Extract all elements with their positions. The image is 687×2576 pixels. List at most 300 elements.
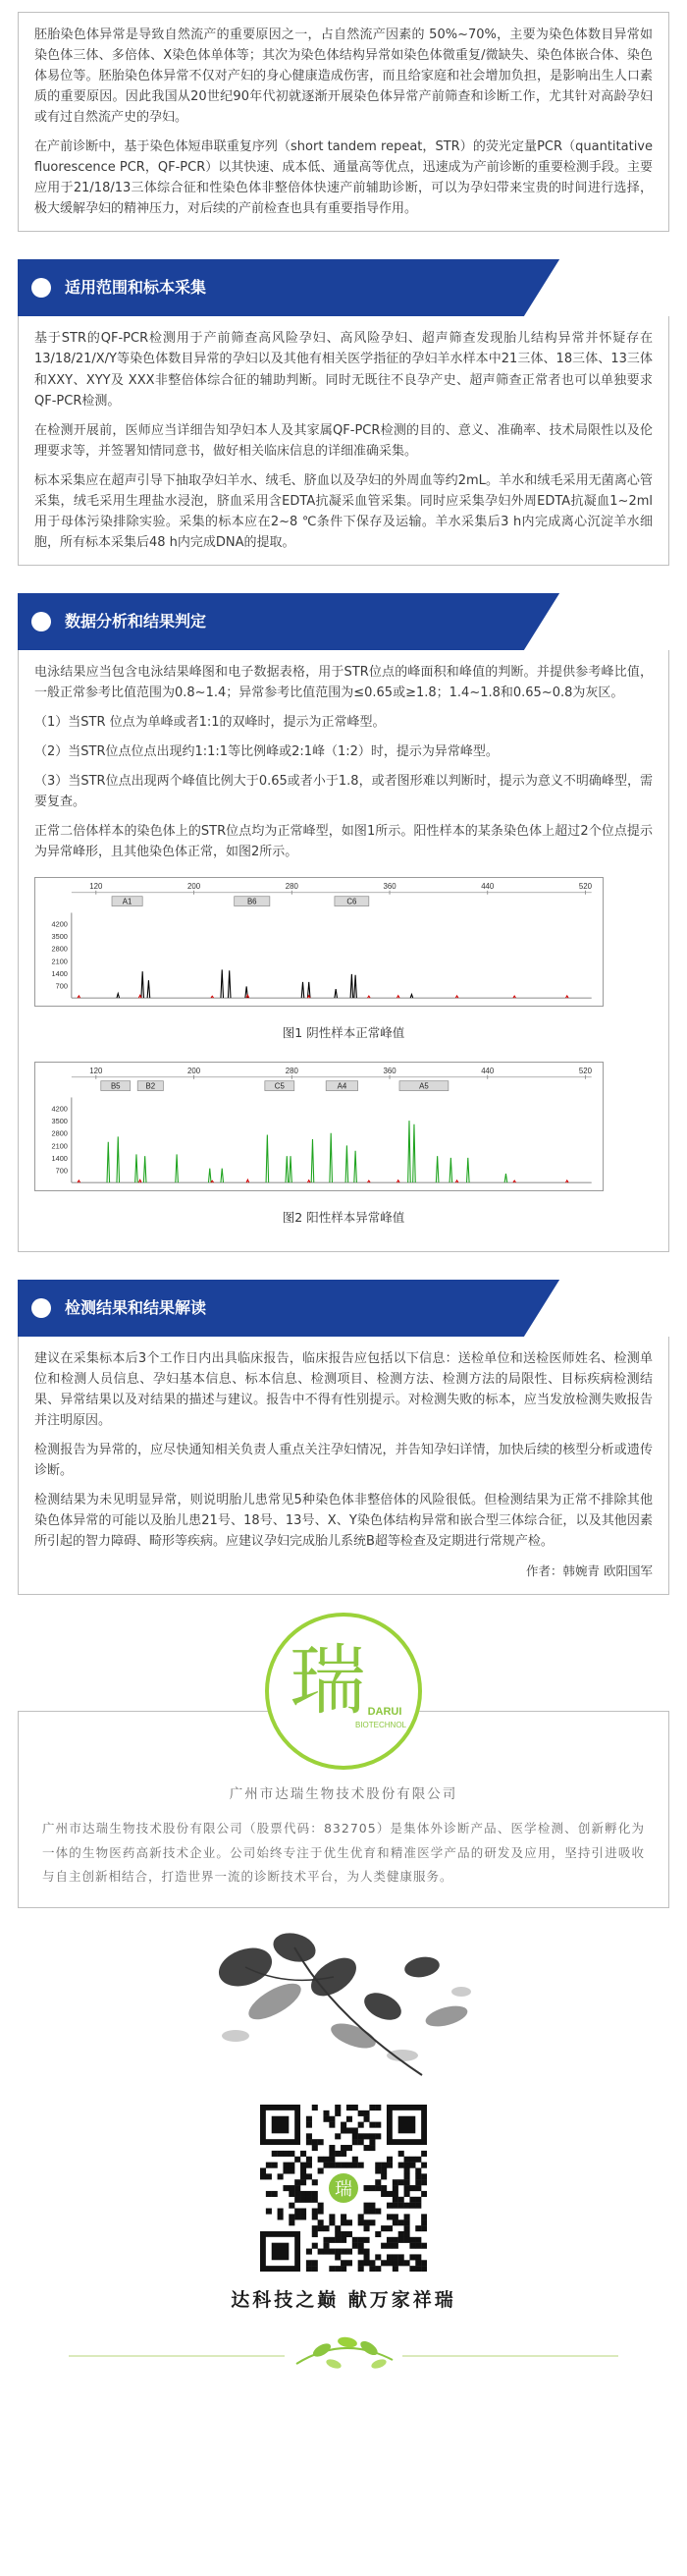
ink-painting-decoration bbox=[0, 1908, 687, 2105]
qr-module bbox=[294, 2156, 300, 2162]
qr-module bbox=[421, 2150, 427, 2156]
qr-code[interactable] bbox=[260, 2105, 427, 2272]
figure-caption: 图1 阴性样本正常峰值 bbox=[282, 1025, 405, 1041]
y-tick-label: 1400 bbox=[51, 969, 68, 979]
peak bbox=[246, 1179, 249, 1182]
bin-label: A4 bbox=[337, 1081, 347, 1091]
qr-module bbox=[272, 2190, 278, 2196]
section-paragraph: 基于STR的QF-PCR检测用于产前筛查高风险孕妇、高风险孕妇、超声筛查发现胎儿结构异常并怀疑存在13/18/21/X/Y等染色体数目异常的孕妇以及其他有相关医学指征的孕妇羊水样本中21三体、18三体、13三体和XXY、XYY及 XXX非整倍体综合征的辅助判断。同时无既往不良孕产史、超声筛查正常者也可以单独要求QF-PCR检测。 bbox=[34, 331, 653, 409]
x-tick-label: 520 bbox=[578, 1066, 593, 1075]
qr-module bbox=[329, 2145, 335, 2151]
bin-label: B5 bbox=[110, 1081, 121, 1091]
qr-module bbox=[409, 2254, 415, 2260]
qr-module bbox=[404, 2167, 410, 2173]
qr-module bbox=[346, 2220, 352, 2225]
bin-label: C5 bbox=[274, 1081, 285, 1091]
qr-module bbox=[306, 2139, 312, 2145]
qr-module bbox=[421, 2266, 427, 2272]
qr-module bbox=[306, 2156, 312, 2162]
qr-module bbox=[294, 2196, 300, 2202]
qr-module bbox=[358, 2248, 364, 2254]
x-tick-label: 120 bbox=[89, 1066, 103, 1075]
logo-text-darui: DARUI bbox=[367, 1705, 402, 1718]
qr-module bbox=[404, 2202, 410, 2208]
qr-module bbox=[375, 2121, 381, 2127]
qr-module bbox=[352, 2162, 358, 2167]
qr-module bbox=[329, 2156, 335, 2162]
peak bbox=[413, 1124, 416, 1181]
qr-module bbox=[335, 2110, 341, 2115]
y-tick-label: 3500 bbox=[51, 1116, 68, 1125]
qr-module bbox=[294, 2190, 300, 2196]
qr-module bbox=[404, 2173, 410, 2179]
qr-module bbox=[398, 2196, 404, 2202]
bin-label: A5 bbox=[419, 1081, 429, 1091]
qr-module bbox=[398, 2220, 404, 2225]
qr-module bbox=[294, 2208, 300, 2214]
qr-module bbox=[318, 2248, 324, 2254]
qr-module bbox=[312, 2266, 318, 2272]
qr-module bbox=[369, 2220, 375, 2225]
qr-module bbox=[415, 2156, 421, 2162]
qr-module bbox=[329, 2150, 335, 2156]
ink-flower-icon bbox=[0, 1908, 687, 2105]
peak bbox=[354, 1150, 357, 1181]
qr-module bbox=[409, 2185, 415, 2191]
qr-module bbox=[409, 2266, 415, 2272]
qr-finder-core bbox=[272, 2115, 290, 2133]
qr-module bbox=[306, 2162, 312, 2167]
qr-module bbox=[329, 2248, 335, 2254]
section-paragraph: 在检测开展前，医师应当详细告知孕妇本人及其家属QF-PCR检测的目的、意义、准确率、技术局限性以及伦理要求等，并签署知情同意书，做好相关临床信息的详细准确采集。 bbox=[34, 422, 653, 459]
qr-module bbox=[341, 2214, 346, 2220]
qr-module bbox=[306, 2196, 312, 2202]
qr-module bbox=[335, 2266, 341, 2272]
qr-module bbox=[278, 2208, 284, 2214]
qr-module bbox=[300, 2162, 306, 2167]
qr-module bbox=[358, 2220, 364, 2225]
qr-module bbox=[375, 2254, 381, 2260]
qr-module bbox=[294, 2179, 300, 2185]
company-name: 广州市达瑞生物技术股份有限公司 bbox=[229, 1785, 458, 1802]
x-tick-label: 360 bbox=[383, 882, 396, 892]
peak bbox=[467, 1158, 470, 1182]
y-tick-label: 2100 bbox=[51, 1140, 68, 1150]
qr-module bbox=[369, 2208, 375, 2214]
section-title: 适用范围和标本采集 bbox=[65, 278, 207, 298]
qr-module bbox=[404, 2214, 410, 2220]
qr-module bbox=[335, 2133, 341, 2139]
qr-module bbox=[409, 2156, 415, 2162]
qr-module bbox=[369, 2133, 375, 2139]
qr-module bbox=[306, 2260, 312, 2266]
qr-module bbox=[421, 2220, 427, 2225]
qr-module bbox=[278, 2150, 284, 2156]
qr-module bbox=[381, 2162, 387, 2167]
qr-module bbox=[260, 2167, 266, 2173]
qr-module bbox=[278, 2214, 284, 2220]
qr-module bbox=[364, 2185, 370, 2191]
qr-module bbox=[358, 2121, 364, 2127]
qr-module bbox=[341, 2220, 346, 2225]
qr-module bbox=[393, 2236, 398, 2242]
qr-module bbox=[369, 2185, 375, 2191]
bin-label: A1 bbox=[122, 897, 132, 906]
section-body-analysis bbox=[18, 650, 669, 1252]
qr-module bbox=[404, 2162, 410, 2167]
qr-module bbox=[393, 2260, 398, 2266]
peak bbox=[143, 1156, 146, 1182]
peak bbox=[117, 994, 120, 998]
qr-module bbox=[421, 2190, 427, 2196]
qr-module bbox=[415, 2167, 421, 2173]
qr-module bbox=[381, 2167, 387, 2173]
qr-module bbox=[387, 2214, 393, 2220]
peak bbox=[208, 1168, 211, 1181]
qr-module bbox=[289, 2190, 294, 2196]
peak bbox=[221, 1168, 224, 1181]
electropherogram-chart-normal bbox=[34, 877, 604, 1007]
qr-module bbox=[283, 2185, 289, 2191]
peak bbox=[408, 1121, 411, 1182]
peak bbox=[141, 971, 144, 998]
qr-module bbox=[409, 2162, 415, 2167]
qr-module bbox=[375, 2105, 381, 2110]
qr-module bbox=[375, 2162, 381, 2167]
qr-module bbox=[341, 2121, 346, 2127]
qr-module bbox=[306, 2121, 312, 2127]
qr-module bbox=[346, 2115, 352, 2121]
qr-module bbox=[364, 2248, 370, 2254]
qr-finder-core bbox=[398, 2115, 416, 2133]
peak bbox=[176, 1154, 179, 1182]
qr-module bbox=[329, 2220, 335, 2225]
section-header-analysis bbox=[18, 593, 669, 650]
qr-module bbox=[346, 2260, 352, 2266]
qr-module bbox=[323, 2156, 329, 2162]
qr-module bbox=[364, 2220, 370, 2225]
qr-module bbox=[393, 2214, 398, 2220]
peak bbox=[301, 982, 304, 998]
qr-module bbox=[323, 2110, 329, 2115]
peak bbox=[107, 1141, 110, 1181]
qr-module bbox=[381, 2242, 387, 2248]
qr-module bbox=[335, 2248, 341, 2254]
qr-module bbox=[335, 2225, 341, 2231]
qr-module bbox=[289, 2220, 294, 2225]
bullet-circle-icon bbox=[31, 1298, 51, 1318]
qr-module bbox=[346, 2230, 352, 2236]
qr-module bbox=[335, 2105, 341, 2110]
qr-module bbox=[358, 2110, 364, 2115]
peak bbox=[350, 974, 353, 998]
qr-module bbox=[283, 2150, 289, 2156]
section-title: 检测结果和结果解读 bbox=[65, 1297, 207, 1317]
x-tick-label: 520 bbox=[578, 882, 593, 892]
qr-module bbox=[387, 2190, 393, 2196]
qr-module bbox=[369, 2139, 375, 2145]
qr-module bbox=[387, 2162, 393, 2167]
qr-module bbox=[398, 2150, 404, 2156]
qr-module bbox=[266, 2190, 272, 2196]
qr-module bbox=[312, 2145, 318, 2151]
y-tick-label: 4200 bbox=[51, 1104, 68, 1114]
qr-module bbox=[341, 2145, 346, 2151]
qr-module bbox=[381, 2173, 387, 2179]
peak bbox=[449, 1158, 452, 1182]
qr-module bbox=[387, 2260, 393, 2266]
section-body-scope bbox=[18, 316, 669, 565]
qr-module bbox=[312, 2242, 318, 2248]
qr-module bbox=[352, 2127, 358, 2133]
y-tick-label: 3500 bbox=[51, 932, 68, 942]
qr-module bbox=[364, 2236, 370, 2242]
qr-module bbox=[409, 2196, 415, 2202]
qr-module bbox=[341, 2127, 346, 2133]
qr-module bbox=[306, 2190, 312, 2196]
qr-module bbox=[358, 2266, 364, 2272]
qr-module bbox=[294, 2185, 300, 2191]
qr-module bbox=[393, 2190, 398, 2196]
company-card bbox=[18, 1613, 669, 1908]
logo-emblem-icon bbox=[269, 1617, 418, 1766]
qr-module bbox=[289, 2162, 294, 2167]
qr-module bbox=[393, 2196, 398, 2202]
qr-module bbox=[300, 2179, 306, 2185]
qr-module bbox=[341, 2236, 346, 2242]
qr-module bbox=[306, 2115, 312, 2121]
section-paragraph: （2）当STR位点位点出现约1:1:1等比例峰或2:1峰（1:2）时，提示为异常峰型。 bbox=[34, 744, 499, 760]
qr-module bbox=[364, 2202, 370, 2208]
peak bbox=[311, 1139, 314, 1182]
peak bbox=[147, 980, 150, 998]
y-tick-label: 2800 bbox=[51, 1128, 68, 1138]
qr-module bbox=[364, 2133, 370, 2139]
peak bbox=[335, 989, 338, 998]
qr-module bbox=[289, 2185, 294, 2191]
x-tick-label: 200 bbox=[186, 882, 201, 892]
author-line: 作者：韩婉青 欧阳国军 bbox=[526, 1563, 653, 1579]
qr-module bbox=[289, 2150, 294, 2156]
qr-module bbox=[312, 2214, 318, 2220]
qr-module bbox=[341, 2162, 346, 2167]
y-tick-label: 4200 bbox=[51, 919, 68, 929]
qr-module bbox=[358, 2139, 364, 2145]
section-paragraph: （1）当STR 位点为单峰或者1:1的双峰时，提示为正常峰型。 bbox=[34, 714, 386, 730]
section-paragraph: 标本采集应在超声引导下抽取孕妇羊水、绒毛、脐血以及孕妇的外周血等约2mL。羊水和绒毛采用无菌离心管采集，绒毛采用生理盐水浸泡，脐血采用含EDTA抗凝采血管采集。同时应采集孕妇外周EDTA抗凝血1~2ml用于母体污染排除实验。采集的标本应在2~8 ℃条件下保存及运输。羊水采集后3 h内完成离心沉淀羊水细胞，所有标本采集后48 h内完成DNA的提取。 bbox=[34, 472, 653, 550]
qr-module bbox=[300, 2208, 306, 2214]
qr-module bbox=[312, 2105, 318, 2110]
qr-module bbox=[393, 2179, 398, 2185]
qr-module bbox=[335, 2254, 341, 2260]
qr-module bbox=[312, 2190, 318, 2196]
qr-module bbox=[369, 2121, 375, 2127]
qr-module bbox=[323, 2115, 329, 2121]
qr-logo-char: 瑞 bbox=[335, 2178, 352, 2200]
qr-module bbox=[421, 2260, 427, 2266]
qr-module bbox=[266, 2162, 272, 2167]
qr-module bbox=[398, 2202, 404, 2208]
qr-module bbox=[404, 2236, 410, 2242]
qr-module bbox=[415, 2196, 421, 2202]
qr-module bbox=[404, 2260, 410, 2266]
qr-module bbox=[323, 2242, 329, 2248]
qr-module bbox=[323, 2162, 329, 2167]
qr-module bbox=[415, 2185, 421, 2191]
electropherogram-chart-abnormal bbox=[34, 1062, 604, 1191]
qr-module bbox=[415, 2225, 421, 2231]
qr-module bbox=[312, 2139, 318, 2145]
qr-module bbox=[398, 2230, 404, 2236]
qr-module bbox=[369, 2145, 375, 2151]
qr-module bbox=[289, 2167, 294, 2173]
qr-module bbox=[323, 2236, 329, 2242]
qr-module bbox=[318, 2139, 324, 2145]
qr-module bbox=[415, 2254, 421, 2260]
y-tick-label: 2100 bbox=[51, 957, 68, 966]
qr-module bbox=[306, 2248, 312, 2254]
qr-module bbox=[375, 2167, 381, 2173]
qr-module bbox=[398, 2179, 404, 2185]
qr-module bbox=[415, 2236, 421, 2242]
qr-module bbox=[318, 2167, 324, 2173]
qr-module bbox=[393, 2266, 398, 2272]
leaf-divider-icon bbox=[69, 2325, 618, 2384]
qr-module bbox=[393, 2220, 398, 2225]
qr-module bbox=[260, 2173, 266, 2179]
qr-module bbox=[352, 2236, 358, 2242]
qr-module bbox=[323, 2248, 329, 2254]
qr-module bbox=[415, 2260, 421, 2266]
qr-module bbox=[329, 2266, 335, 2272]
qr-module bbox=[393, 2254, 398, 2260]
qr-module bbox=[369, 2202, 375, 2208]
qr-module bbox=[369, 2266, 375, 2272]
intro-paragraph-2: 在产前诊断中，基于染色体短串联重复序列（short tandem repeat，STR）的荧光定量PCR（quantitative fluorescence PCR，QF-PCR）以其快速、成本低、通量高等优点，迅速成为产前诊断的重要检测手段。主要应用于21/18/13三体综合征和性染色体非整倍体快速产前辅助诊断，可以为孕妇带来宝贵的时间进行选择，极大缓解孕妇的精神压力，对后续的产前检查也具有重要指导作用。 bbox=[34, 139, 653, 217]
footer-divider-decoration bbox=[69, 2325, 618, 2384]
qr-module bbox=[283, 2162, 289, 2167]
qr-module bbox=[381, 2225, 387, 2231]
peak bbox=[354, 975, 357, 998]
bullet-circle-icon bbox=[31, 278, 51, 298]
qr-module bbox=[364, 2254, 370, 2260]
qr-module bbox=[312, 2208, 318, 2214]
qr-module bbox=[341, 2260, 346, 2266]
peak bbox=[221, 970, 224, 999]
qr-module bbox=[294, 2214, 300, 2220]
section-paragraph: 正常二倍体样本的染色体上的STR位点均为正常峰型，如图1所示。阳性样本的某条染色体上超过2个位点提示为异常峰形，且其他染色体正常，如图2所示。 bbox=[34, 824, 653, 860]
figure-caption: 图2 阳性样本异常峰值 bbox=[282, 1209, 405, 1225]
qr-module bbox=[358, 2242, 364, 2248]
qr-module bbox=[404, 2190, 410, 2196]
qr-module bbox=[300, 2173, 306, 2179]
qr-module bbox=[352, 2133, 358, 2139]
y-tick-label: 1400 bbox=[51, 1153, 68, 1163]
qr-module bbox=[312, 2230, 318, 2236]
x-tick-label: 440 bbox=[481, 1066, 495, 1075]
qr-module bbox=[404, 2230, 410, 2236]
peak bbox=[436, 1156, 439, 1182]
qr-module bbox=[421, 2242, 427, 2248]
logo-char: 瑞 bbox=[289, 1636, 367, 1726]
qr-module bbox=[300, 2150, 306, 2156]
qr-module bbox=[300, 2190, 306, 2196]
peak bbox=[410, 995, 413, 999]
qr-module bbox=[329, 2162, 335, 2167]
intro-box bbox=[18, 12, 669, 232]
qr-module bbox=[375, 2179, 381, 2185]
qr-module bbox=[421, 2214, 427, 2220]
qr-module bbox=[300, 2196, 306, 2202]
qr-module bbox=[409, 2236, 415, 2242]
qr-module bbox=[318, 2208, 324, 2214]
qr-module bbox=[341, 2248, 346, 2254]
qr-module bbox=[375, 2266, 381, 2272]
qr-module bbox=[318, 2202, 324, 2208]
bin-label: B2 bbox=[145, 1081, 156, 1091]
qr-module bbox=[415, 2242, 421, 2248]
qr-module bbox=[393, 2202, 398, 2208]
y-tick-label: 700 bbox=[55, 981, 68, 991]
qr-module bbox=[272, 2150, 278, 2156]
qr-module bbox=[323, 2225, 329, 2231]
qr-module bbox=[358, 2214, 364, 2220]
qr-module bbox=[421, 2225, 427, 2231]
peak bbox=[138, 1179, 141, 1182]
qr-module bbox=[404, 2156, 410, 2162]
qr-module bbox=[358, 2260, 364, 2266]
qr-module bbox=[398, 2236, 404, 2242]
x-tick-label: 440 bbox=[481, 882, 495, 892]
qr-module bbox=[346, 2105, 352, 2110]
peak bbox=[286, 1156, 289, 1182]
peak bbox=[228, 971, 231, 999]
qr-module bbox=[335, 2236, 341, 2242]
qr-module bbox=[415, 2202, 421, 2208]
qr-module bbox=[352, 2242, 358, 2248]
peak bbox=[345, 1145, 348, 1182]
qr-module bbox=[329, 2236, 335, 2242]
qr-module bbox=[398, 2162, 404, 2167]
qr-module bbox=[387, 2156, 393, 2162]
intro-paragraph-1: 胚胎染色体异常是导致自然流产的重要原因之一，占自然流产因素的 50%~70%，主要为染色体数目异常如染色体三体、多倍体、X染色体单体等；其次为染色体结构异常如染色体微重复/微缺失、染色体嵌合体、染色体易位等。胚胎染色体异常不仅对产妇的身心健康造成伤害，而且给家庭和社会增加负担，是影响出生人口素质的重要原因。因此我国从20世纪90年代初就逐渐开展染色体异常产前筛查和诊断工作，尤其针对高龄孕妇或有过自然流产史的孕妇。 bbox=[34, 27, 653, 126]
peak bbox=[266, 1134, 269, 1182]
qr-module bbox=[387, 2254, 393, 2260]
qr-module bbox=[312, 2196, 318, 2202]
qr-module bbox=[398, 2260, 404, 2266]
qr-module bbox=[404, 2185, 410, 2191]
qr-module bbox=[352, 2156, 358, 2162]
x-tick-label: 280 bbox=[285, 882, 298, 892]
section-paragraph: 检测结果为未见明显异常，则说明胎儿患常见5种染色体非整倍体的风险很低。但检测结果为正常不排除其他染色体异常的可能以及胎儿患21号、18号、13号、X、Y染色体结构异常和嵌合型三体综合征，以及其他因素所引起的智力障碍、畸形等疾病。应建议孕妇完成胎儿系统B超等检查及定期进行常规产检。 bbox=[34, 1493, 653, 1550]
peak bbox=[135, 1154, 138, 1182]
qr-module bbox=[421, 2179, 427, 2185]
qr-module bbox=[318, 2156, 324, 2162]
qr-module bbox=[312, 2260, 318, 2266]
qr-module bbox=[346, 2145, 352, 2151]
x-tick-label: 120 bbox=[89, 882, 103, 892]
qr-module bbox=[300, 2167, 306, 2173]
bin-label: B6 bbox=[246, 897, 257, 906]
company-description: 广州市达瑞生物技术股份有限公司（股票代码：832705）是集体外诊断产品、医学检测、创新孵化为一体的生物医药高新技术企业。公司始终专注于优生优育和精准医学产品的研发及应用，坚持引进吸收与自主创新相结合，打造世界一流的诊断技术平台，为人类健康服务。 bbox=[42, 1821, 645, 1885]
company-logo bbox=[265, 1613, 422, 1770]
qr-module bbox=[289, 2202, 294, 2208]
qr-module bbox=[393, 2185, 398, 2191]
qr-module bbox=[341, 2266, 346, 2272]
qr-module bbox=[421, 2162, 427, 2167]
qr-module bbox=[375, 2208, 381, 2214]
qr-module bbox=[409, 2242, 415, 2248]
